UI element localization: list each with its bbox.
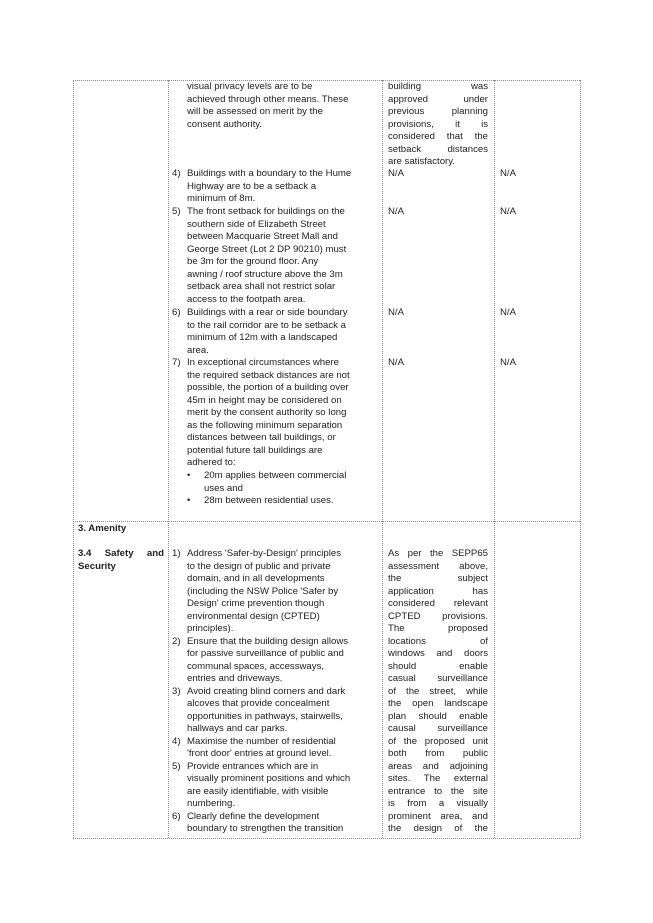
item-number: 5)	[172, 760, 181, 772]
table-border-bottom	[73, 838, 580, 839]
safety-list	[172, 548, 350, 836]
table-row-divider	[73, 521, 580, 522]
item-number: 5)	[172, 206, 181, 217]
item-text: Clearly define the development boundary to strengthen the transition	[187, 810, 344, 834]
list-item	[172, 548, 350, 636]
item-number: 4)	[172, 168, 181, 179]
item-number: 1)	[172, 548, 181, 559]
control-continued-text: visual privacy levels are to be achieved through other means. These will be assessed on merit by the consent authority.	[187, 81, 349, 130]
item-text: Address 'Safer-by-Design' principles to the design of public and private domain, and in all developments (including the NSW Police 'Safer by Design' crime prevention though environmental design (CPTED) principles).	[187, 548, 342, 634]
table-border-col3	[382, 80, 383, 838]
list-item	[172, 811, 350, 836]
comment-na: N/A	[388, 206, 404, 217]
item-text: Buildings with a rear or side boundary to the rail corridor are to be setback a minimum of 12m with a landscaped area.	[187, 307, 348, 356]
item-text: Maximise the number of residential 'front door' entries at ground level.	[187, 735, 336, 759]
item-number: 3)	[172, 685, 181, 697]
safety-comment-text: As per the SEPP65 assessment above, the subject application has considered relevant CPTED provisions. The proposed locations of windows and doors should enable casual surveillance of the street, while the open landscape plan should enable causal surveillance of the proposed unit both from public areas and adjoining sites. The external entrance to the site is from a visually prominent area, and the design of the	[388, 548, 488, 834]
table-border-col2	[168, 80, 169, 838]
list-item	[172, 686, 350, 736]
item-number: 6)	[172, 810, 181, 822]
item-text: Ensure that the building design allows for passive surveillance of public and communal spaces, accessways, entries and driveways.	[187, 635, 349, 684]
list-item	[172, 636, 350, 686]
item-text: The front setback for buildings on the southern side of Elizabeth Street between Macquarie Street Mall and George Street (Lot 2 DP 90210) must be 3m for the ground floor. Any awning / roof structure above the 3m setback area shall not restrict solar access to the footpath area.	[187, 206, 347, 305]
complies-na: N/A	[500, 307, 516, 318]
item-number: 4)	[172, 735, 181, 747]
complies-na: N/A	[500, 357, 516, 368]
subsection-heading: 3.4 Safety and Security	[78, 548, 164, 572]
comment-continued-text: building was approved under previous planning provisions, it is considered that the setback distances are satisfactory.	[388, 81, 488, 167]
complies-na: N/A	[500, 168, 516, 179]
comment-na: N/A	[388, 357, 404, 368]
item-number: 7)	[172, 357, 181, 368]
bullet-item: • 28m between residential uses.	[187, 495, 334, 506]
section-heading: 3. Amenity	[78, 523, 127, 534]
table-border-col4	[494, 80, 495, 838]
list-item	[172, 761, 350, 811]
bullet-list	[187, 470, 346, 508]
table-border-left	[73, 80, 74, 838]
bullet-icon: •	[187, 470, 191, 481]
bullet-item: • 20m applies between commercial uses and	[187, 470, 347, 494]
bullet-icon: •	[187, 495, 191, 506]
item-number: 2)	[172, 635, 181, 647]
comment-na: N/A	[388, 307, 404, 318]
item-text: Buildings with a boundary to the Hume Highway are to be a setback a minimum of 8m.	[187, 168, 352, 204]
item-number: 6)	[172, 307, 181, 318]
item-text: Provide entrances which are in visually prominent positions and which are easily identifiable, with visible numbering.	[187, 760, 351, 809]
complies-na: N/A	[500, 206, 516, 217]
item-text: Avoid creating blind corners and dark alcoves that provide concealment opportunities in pathways, stairwells, hallways and car parks.	[187, 685, 346, 734]
table-border-right	[580, 80, 581, 838]
list-item	[172, 736, 350, 761]
item-text: In exceptional circumstances where the required setback distances are not possible, the portion of a building over 45m in height may be considered on merit by the consent authority so long as the following minimum separation distances between tall buildings, or potential future tall buildings are adhered to:	[187, 357, 350, 468]
comment-na: N/A	[388, 168, 404, 179]
